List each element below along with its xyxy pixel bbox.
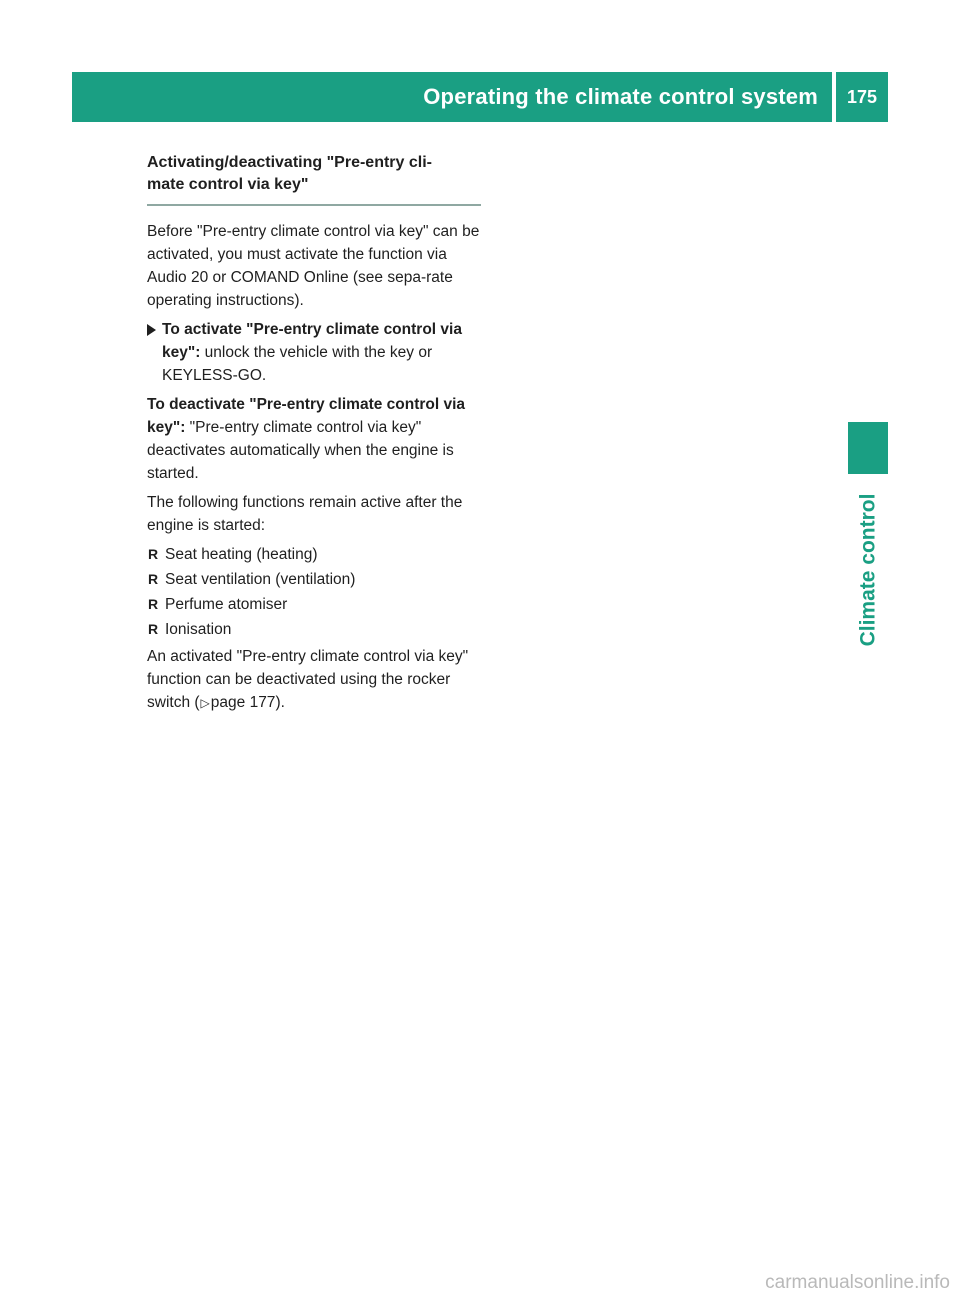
list-item-text: Perfume atomiser (165, 596, 288, 613)
page-number: 175 (836, 72, 888, 122)
section-title-line1: Activating/deactivating "Pre-entry cli- (147, 154, 432, 171)
side-tab (848, 480, 888, 660)
deactivate-label: To deactivate "Pre-entry climate control via key": (147, 396, 466, 436)
arrow-right-icon (147, 324, 156, 336)
closing-text: An activated "Pre-entry climate control via key" function can be deactivated using the rocker switch ( (147, 648, 469, 711)
bullet-icon: R (148, 546, 159, 562)
list-item (147, 543, 481, 566)
remain-active-intro: The following functions remain active after the engine is started: (147, 494, 463, 534)
list-item (147, 618, 481, 641)
bullet-icon: R (148, 571, 159, 587)
list-item-text: Ionisation (165, 621, 232, 638)
section-title-line2: mate control via key" (147, 176, 309, 193)
watermark: carmanualsonline.info (765, 1272, 950, 1293)
remain-active-list (147, 543, 481, 641)
deactivate-text: "Pre-entry climate control via key" deactivates automatically when the engine is started. (147, 419, 454, 482)
main-content (147, 152, 481, 721)
section-title (147, 152, 481, 206)
activate-text: unlock the vehicle with the key or KEYLESS-GO. (162, 344, 433, 384)
activate-instruction (147, 318, 481, 387)
page-reference-link[interactable]: page 177 (210, 694, 276, 711)
activate-label: To activate "Pre-entry climate control via key": (162, 321, 462, 361)
list-item (147, 568, 481, 591)
intro-paragraph: Before "Pre-entry climate control via key" can be activated, you must activate the function via Audio 20 or COMAND Online (see sepa-rate operating instructions). (147, 223, 480, 309)
page-reference-icon: ▷ (200, 696, 210, 710)
side-tab-label: Climate control (856, 493, 880, 647)
page-header-bar (72, 72, 832, 122)
side-tab-marker (848, 422, 888, 474)
closing-text-end: ). (275, 694, 285, 711)
list-item-text: Seat ventilation (ventilation) (165, 571, 356, 588)
bullet-icon: R (148, 596, 159, 612)
page-header-title: Operating the climate control system (423, 84, 818, 109)
closing-paragraph (147, 645, 481, 715)
deactivate-paragraph (147, 393, 481, 485)
list-item-text: Seat heating (heating) (165, 546, 318, 563)
list-item (147, 593, 481, 616)
bullet-icon: R (148, 621, 159, 637)
